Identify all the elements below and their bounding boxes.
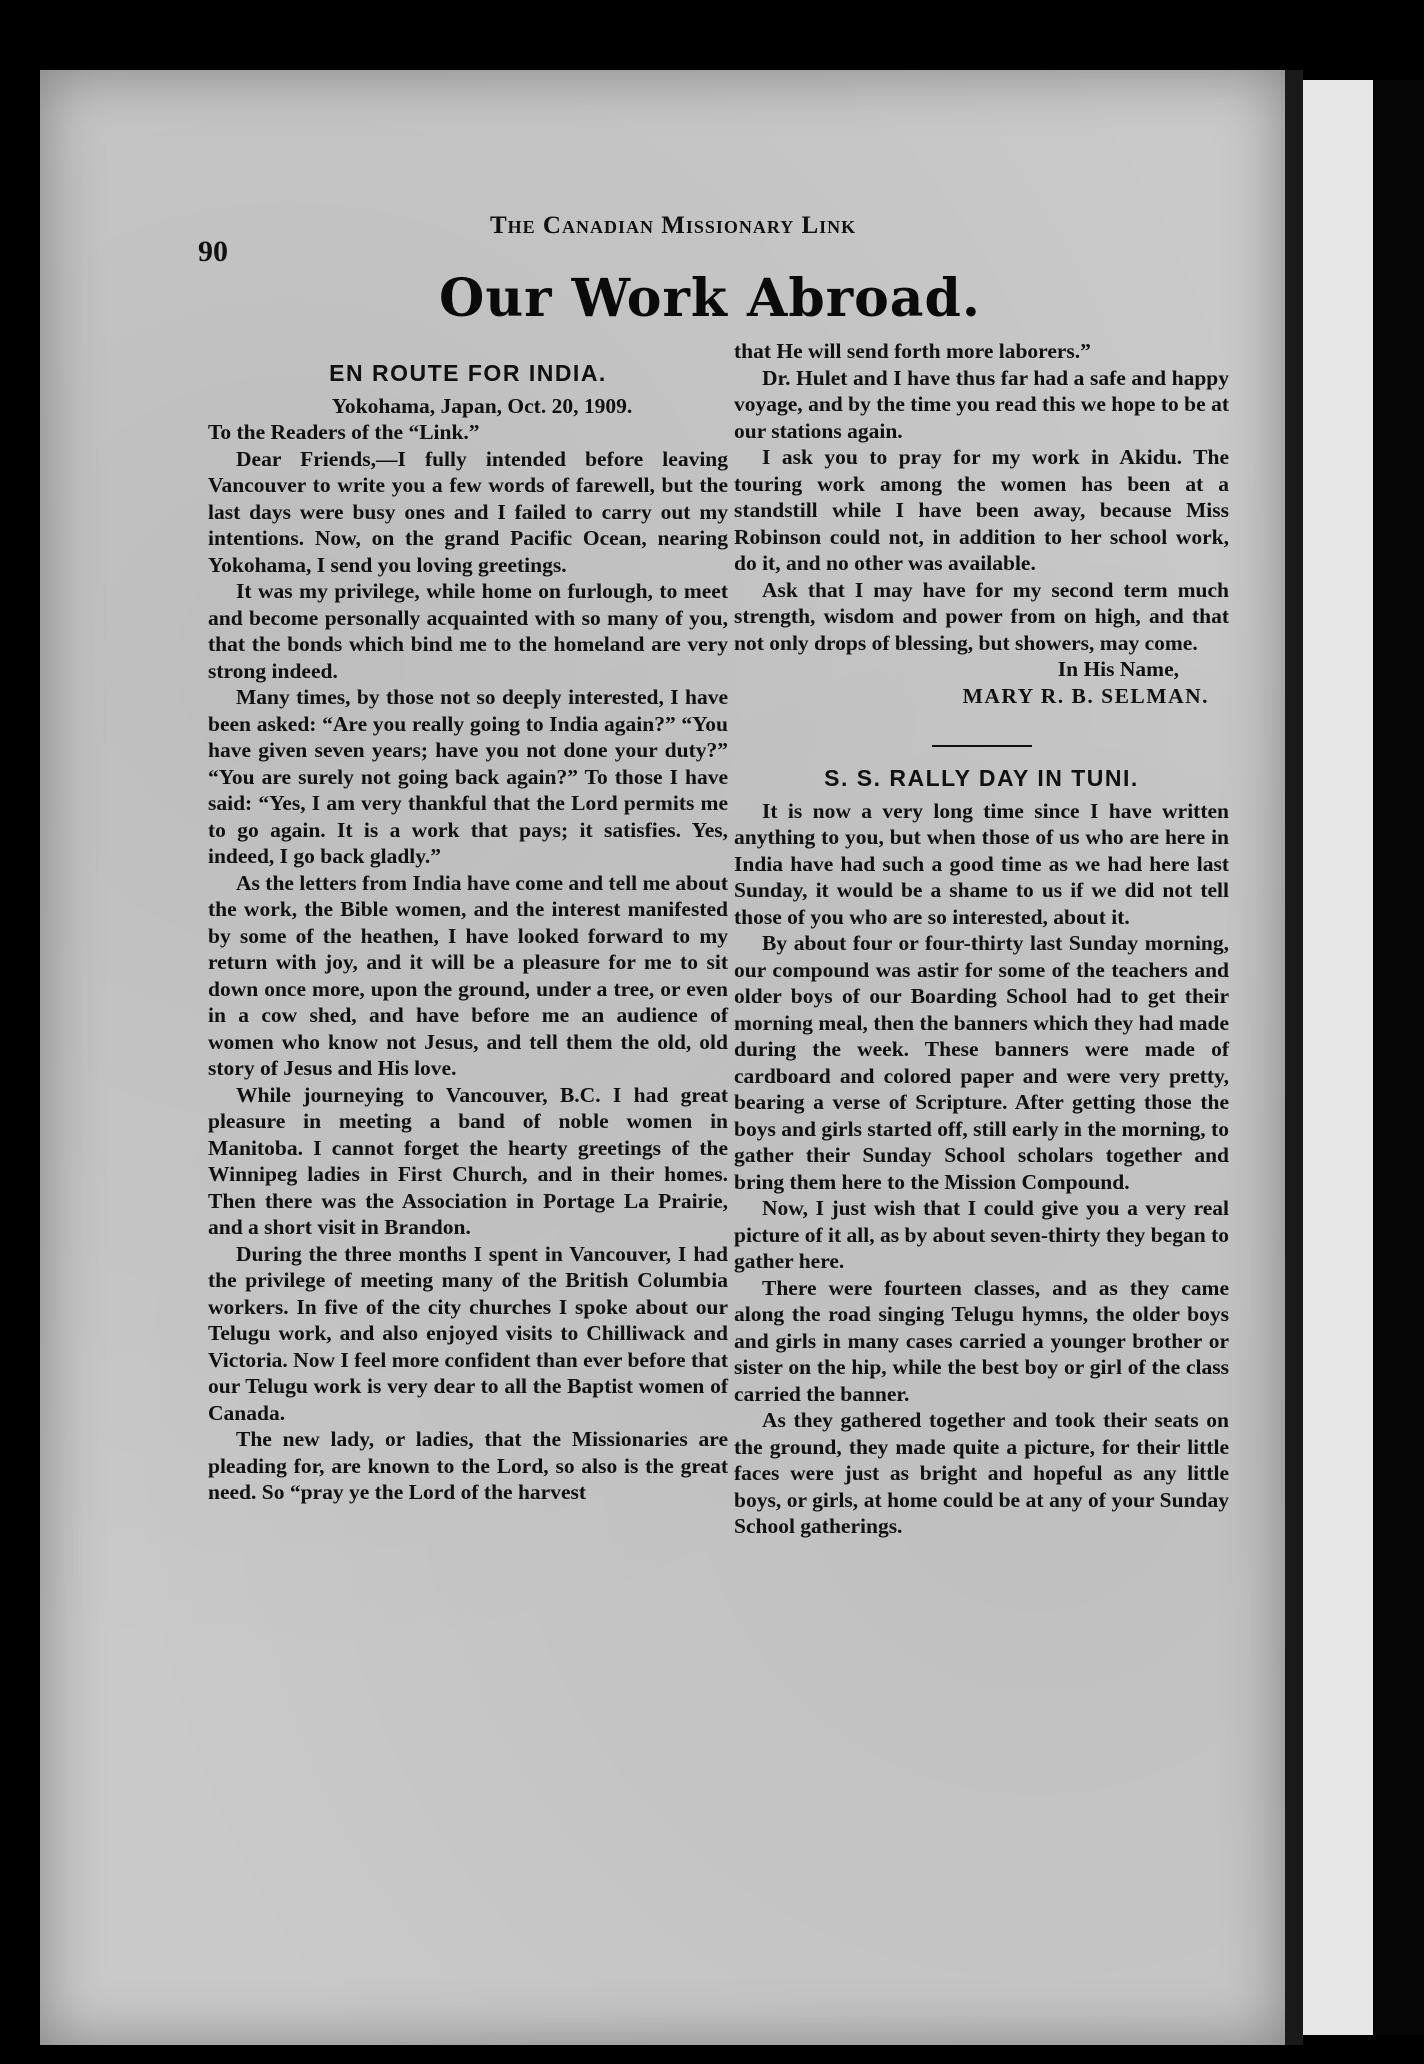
dateline: Yokohama, Japan, Oct. 20, 1909. (331, 393, 633, 418)
continuation-line: that He will send forth more laborers.” (734, 339, 1091, 363)
paragraph: Dr. Hulet and I have thus far had a safe and happy voyage, and by the time you read this we hope to be at our stations again. (734, 365, 1229, 443)
paragraph: It is now a very long time since I have written anything to you, but when those of us who are here in India have had such a good time as we had here last Sunday, it would be a shame to us if we did not tell those of you who are so interested, about it. (734, 798, 1229, 929)
section-title: Our Work Abroad. (439, 268, 981, 329)
scan-border (1373, 80, 1424, 2035)
closing: In His Name, (1057, 657, 1179, 681)
paragraph: By about four or four-thirty last Sunday morning, our compound was astir for some of the teachers and older boys of our Boarding School had to get their morning meal, then the banners which they had made during the week. These banners were made of cardboard and colored paper and were very pretty, bearing a verse of Scripture. After getting those the boys and girls started off, still early in the morning, to gather their Sunday School scholars together and bring them here to the Mission Compound. (734, 931, 1229, 1194)
paragraph: Dear Friends,—I fully intended before leaving Vancouver to write you a few words of farewell, but the last days were busy ones and I failed to carry out my intentions. Now, on the grand Pacific Ocean, nearing Yokohama, I send you loving greetings. (208, 446, 728, 577)
paragraph: It was my privilege, while home on furlough, to meet and become personally acquainted with so many of you, that the bonds which bind me to the homeland are very strong indeed. (208, 579, 728, 683)
article-headline-rally-day: S. S. RALLY DAY IN TUNI. (824, 765, 1139, 791)
page-number: 90 (198, 235, 228, 268)
page-gutter-shadow (1285, 70, 1303, 2045)
next-page-edge (1303, 80, 1373, 2035)
article-headline-en-route: EN ROUTE FOR INDIA. (329, 360, 607, 386)
paragraph: During the three months I spent in Vancouver, I had the privilege of meeting many of the British Columbia workers. In five of the city churches I spoke about our Telugu work, and also enjoyed visits to Chilliwack and Victoria. Now I feel more confident than ever before that our Telugu work is very dear to all the Baptist women of Canada. (208, 1241, 728, 1425)
separator-rule (932, 745, 1032, 747)
left-column (208, 360, 728, 1506)
paragraph: As the letters from India have come and tell me about the work, the Bible women, and the interest manifested by some of the heathen, I have looked forward to my return with joy, and it will be a pleasure for me to sit down once more, upon the ground, under a tree, or even in a cow shed, and have before me an audience of women who know not Jesus, and tell them the old, old story of Jesus and His love. (208, 870, 728, 1080)
right-column (734, 338, 1229, 1540)
paragraph: There were fourteen classes, and as they came along the road singing Telugu hymns, the older boys and girls in many cases carried a younger brother or sister on the hip, while the best boy or girl of the class carried the banner. (734, 1275, 1229, 1406)
paragraph: Ask that I may have for my second term much strength, wisdom and power from on high, and that not only drops of blessing, but showers, may come. (734, 577, 1229, 655)
paragraph: While journeying to Vancouver, B.C. I had great pleasure in meeting a band of noble women in Manitoba. I cannot forget the hearty greetings of the Winnipeg ladies in First Church, and in their homes. Then there was the Association in Portage La Prairie, and a short visit in Brandon. (208, 1082, 728, 1239)
signature: MARY R. B. SELMAN. (962, 683, 1209, 708)
journal-title: The Canadian Missionary Link (490, 212, 857, 239)
paragraph: As they gathered together and took their seats on the ground, they made quite a picture, for their little faces were just as bright and hopeful as any little boys, or girls, at home could be at any of your Sunday School gatherings. (734, 1408, 1229, 1538)
paragraph: I ask you to pray for my work in Akidu. The touring work among the women has been at a standstill while I have been away, because Miss Robinson could not, in addition to her school work, do it, and no other was available. (734, 445, 1229, 575)
paragraph: Now, I just wish that I could give you a very real picture of it all, as by about seven-thirty they began to gather here. (734, 1196, 1229, 1273)
salutation: To the Readers of the “Link.” (208, 420, 480, 444)
paragraph: Many times, by those not so deeply interested, I have been asked: “Are you really going to India again?” “You have given seven years; have you not done your duty?” “You are surely not going back again?” To those I have said: “Yes, I am very thankful that the Lord permits me to go again. It is a work that pays; it satisfies. Yes, indeed, I go back gladly.” (208, 685, 728, 868)
paragraph: The new lady, or ladies, that the Missionaries are pleading for, are known to the Lord, so also is the great need. So “pray ye the Lord of the harvest (208, 1427, 728, 1504)
